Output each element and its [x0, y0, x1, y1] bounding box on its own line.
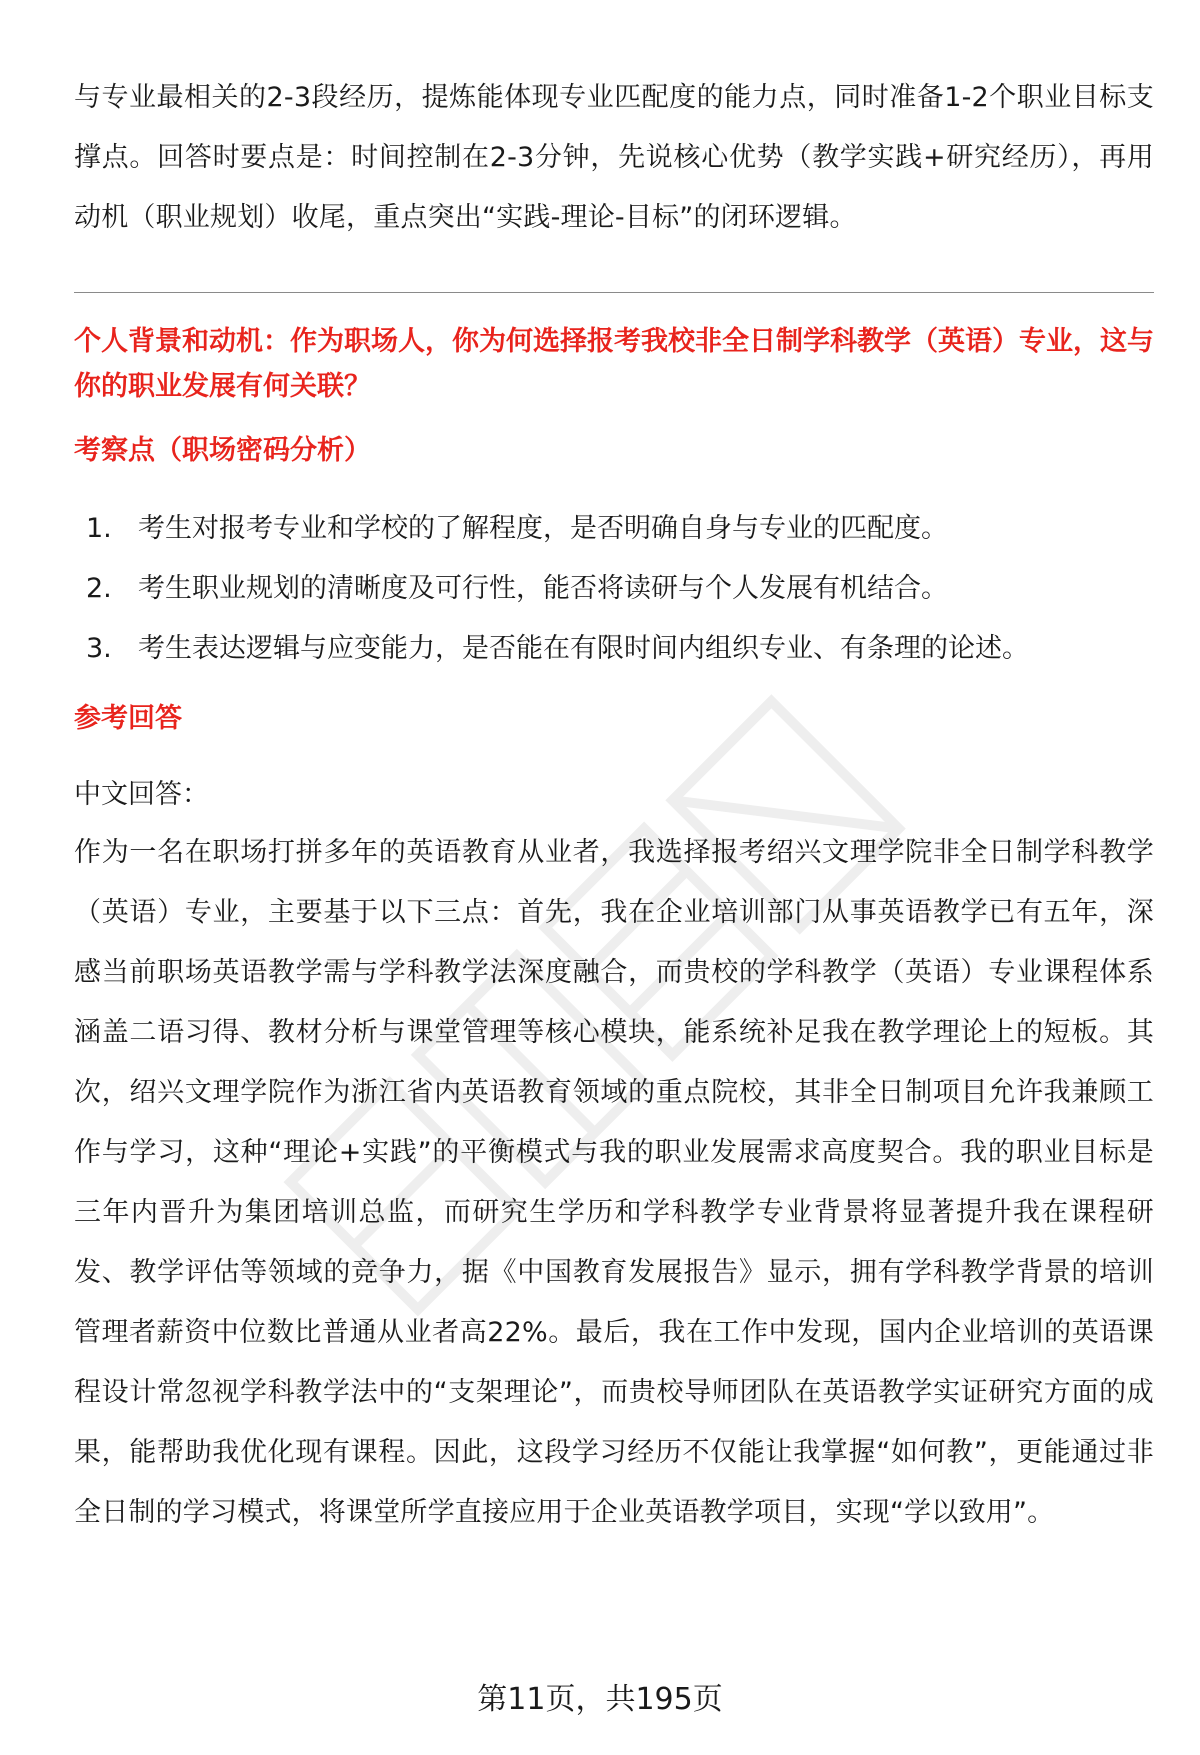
section-divider	[74, 292, 1154, 293]
intro-paragraph: 与专业最相关的2-3段经历，提炼能体现专业匹配度的能力点，同时准备1-2个职业目标支撑点。回答时要点是：时间控制在2-3分钟，先说核心优势（教学实践+研究经历），再用动机（职业规划）收尾，重点突出“实践-理论-目标”的闭环逻辑。	[74, 82, 1154, 233]
list-item	[74, 499, 1154, 559]
list-item	[74, 559, 1154, 619]
list-item-number: 3.	[86, 633, 112, 664]
answer-body: 作为一名在职场打拼多年的英语教育从业者，我选择报考绍兴文理学院非全日制学科教学（英语）专业，主要基于以下三点：首先，我在企业培训部门从事英语教学已有五年，深感当前职场英语教学需与学科教学法深度融合，而贵校的学科教学（英语）专业课程体系涵盖二语习得、教材分析与课堂管理等核心模块，能系统补足我在教学理论上的短板。其次，绍兴文理学院作为浙江省内英语教育领域的重点院校，其非全日制项目允许我兼顾工作与学习，这种“理论+实践”的平衡模式与我的职业发展需求高度契合。我的职业目标是三年内晋升为集团培训总监，而研究生学历和学科教学专业背景将显著提升我在课程研发、教学评估等领域的竞争力，据《中国教育发展报告》显示，拥有学科教学背景的培训管理者薪资中位数比普通从业者高22%。最后，我在工作中发现，国内企业培训的英语课程设计常忽视学科教学法中的“支架理论”，而贵校导师团队在英语教学实证研究方面的成果，能帮助我优化现有课程。因此，这段学习经历不仅能让我掌握“如何教”，更能通过非全日制的学习模式，将课堂所学直接应用于企业英语教学项目，实现“学以致用”。	[74, 837, 1154, 1528]
list-item-text: 考生职业规划的清晰度及可行性，能否将读研与个人发展有机结合。	[138, 573, 948, 604]
list-item	[74, 619, 1154, 679]
list-item-number: 2.	[86, 573, 112, 604]
question-heading: 个人背景和动机：作为职场人，你为何选择报考我校非全日制学科教学（英语）专业，这与你的职业发展有何关联？	[74, 326, 1154, 402]
assessment-heading: 考察点（职场密码分析）	[74, 435, 371, 466]
answer-label: 中文回答：	[74, 779, 209, 810]
assessment-points-list	[74, 499, 1154, 679]
answer-heading: 参考回答	[74, 703, 182, 734]
document-page	[74, 68, 1154, 1543]
list-item-text: 考生表达逻辑与应变能力，是否能在有限时间内组织专业、有条理的论述。	[138, 633, 1029, 664]
page-number-footer: 第11页，共195页	[477, 1682, 723, 1717]
list-item-number: 1.	[86, 513, 112, 544]
list-item-text: 考生对报考专业和学校的了解程度，是否明确自身与专业的匹配度。	[138, 513, 948, 544]
